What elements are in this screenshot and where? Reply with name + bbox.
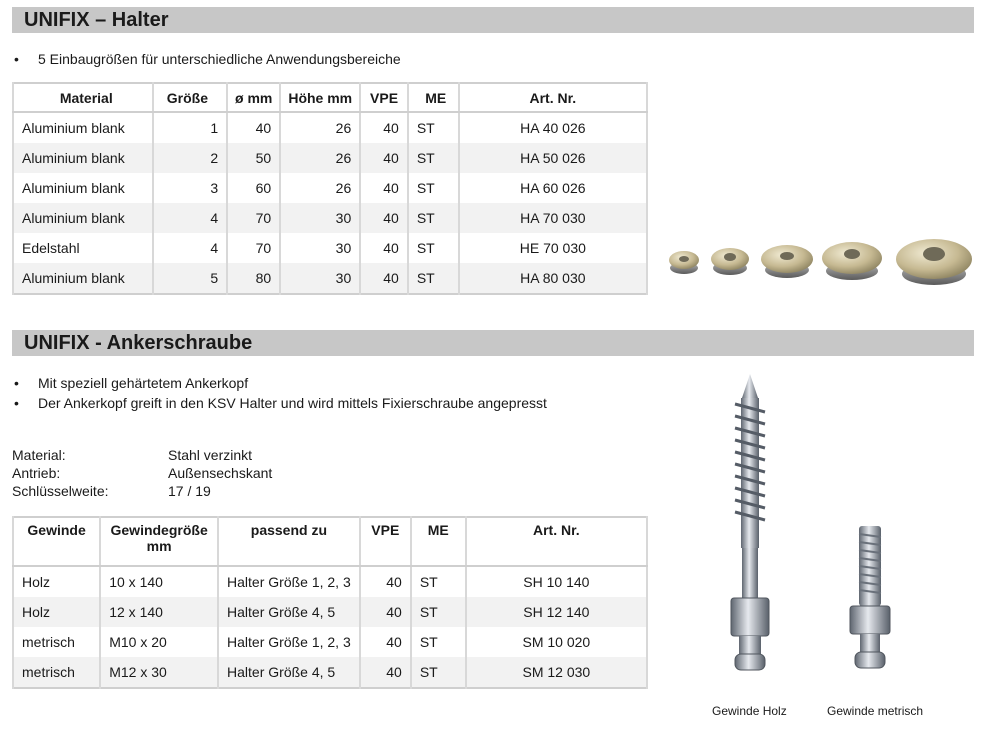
col-header-vpe: VPE (360, 517, 411, 566)
holz-screw-photo (715, 372, 785, 682)
halter-size-2 (711, 248, 749, 275)
cell-hoehe: 26 (280, 112, 360, 143)
cell-material: Aluminium blank (13, 173, 153, 203)
cell-material: Aluminium blank (13, 143, 153, 173)
cell-groesse: 1 (153, 112, 228, 143)
cell-durchmesser: 70 (227, 203, 280, 233)
cell-vpe: 40 (360, 566, 411, 597)
cell-hoehe: 26 (280, 173, 360, 203)
cell-passend-zu: Halter Größe 4, 5 (218, 657, 360, 688)
section-title-ankerschraube: UNIFIX - Ankerschraube (12, 330, 974, 356)
col-header-gewinde: Gewinde (13, 517, 100, 566)
table-row (13, 657, 647, 688)
cell-vpe: 40 (360, 597, 411, 627)
cell-artnr: HA 50 026 (459, 143, 647, 173)
cell-artnr: HA 70 030 (459, 203, 647, 233)
cell-vpe: 40 (360, 627, 411, 657)
cell-me: ST (411, 566, 466, 597)
table-row (13, 566, 647, 597)
col-header-groesse: Größe (153, 83, 228, 112)
cell-vpe: 40 (360, 112, 408, 143)
col-header-hoehe: Höhe mm (280, 83, 360, 112)
cell-artnr: HA 40 026 (459, 112, 647, 143)
cell-material: Aluminium blank (13, 263, 153, 294)
cell-me: ST (408, 233, 459, 263)
cell-gewinde: metrisch (13, 627, 100, 657)
cell-material: Aluminium blank (13, 112, 153, 143)
cell-me: ST (411, 597, 466, 627)
cell-groesse: 4 (153, 203, 228, 233)
anker-bullet: • Mit speziell gehärtetem Ankerkopf (12, 373, 547, 393)
halter-size-5 (896, 239, 972, 285)
cell-durchmesser: 60 (227, 173, 280, 203)
cell-groesse: 4 (153, 233, 228, 263)
col-header-material: Material (13, 83, 153, 112)
cell-me: ST (408, 143, 459, 173)
cell-gewinde: metrisch (13, 657, 100, 688)
cell-gewindegroesse: 10 x 140 (100, 566, 218, 597)
section-title-halter: UNIFIX – Halter (12, 7, 974, 33)
cell-vpe: 40 (360, 203, 408, 233)
table-row (13, 263, 647, 294)
cell-vpe: 40 (360, 233, 408, 263)
table-row (13, 143, 647, 173)
anker-bullet: • Der Ankerkopf greift in den KSV Halter und wird mittels Fixierschraube angepresst (12, 393, 547, 413)
col-header-artnr: Art. Nr. (466, 517, 647, 566)
cell-me: ST (411, 627, 466, 657)
spec-value: Stahl verzinkt (168, 447, 253, 463)
table-row (13, 203, 647, 233)
spec-value: Außensechskant (168, 465, 273, 481)
cell-passend-zu: Halter Größe 1, 2, 3 (218, 627, 360, 657)
table-row (13, 597, 647, 627)
cell-me: ST (408, 263, 459, 294)
col-header-me: ME (408, 83, 459, 112)
cell-material: Aluminium blank (13, 203, 153, 233)
col-header-vpe: VPE (360, 83, 408, 112)
cell-passend-zu: Halter Größe 4, 5 (218, 597, 360, 627)
cell-durchmesser: 80 (227, 263, 280, 294)
cell-artnr: SH 12 140 (466, 597, 647, 627)
cell-me: ST (408, 173, 459, 203)
spec-label: Schlüsselweite: (12, 483, 109, 499)
cell-vpe: 40 (360, 263, 408, 294)
cell-hoehe: 30 (280, 203, 360, 233)
cell-vpe: 40 (360, 173, 408, 203)
halter-size-3 (761, 245, 813, 278)
cell-me: ST (408, 203, 459, 233)
cell-hoehe: 30 (280, 263, 360, 294)
halter-product-photo (664, 226, 980, 296)
cell-gewindegroesse: M12 x 30 (100, 657, 218, 688)
cell-gewindegroesse: 12 x 140 (100, 597, 218, 627)
caption-gewinde-metrisch: Gewinde metrisch (827, 704, 924, 718)
halter-table (12, 82, 648, 295)
cell-gewinde: Holz (13, 566, 100, 597)
cell-gewinde: Holz (13, 597, 100, 627)
table-row (13, 233, 647, 263)
cell-durchmesser: 40 (227, 112, 280, 143)
anker-bullet-list (12, 373, 547, 413)
caption-gewinde-holz: Gewinde Holz (712, 704, 787, 718)
table-row (13, 627, 647, 657)
cell-hoehe: 26 (280, 143, 360, 173)
cell-gewindegroesse: M10 x 20 (100, 627, 218, 657)
cell-material: Edelstahl (13, 233, 153, 263)
cell-durchmesser: 50 (227, 143, 280, 173)
cell-durchmesser: 70 (227, 233, 280, 263)
cell-artnr: SM 12 030 (466, 657, 647, 688)
col-header-passend-zu: passend zu (218, 517, 360, 566)
col-header-gewindegroesse: Gewindegröße mm (100, 517, 218, 566)
cell-passend-zu: Halter Größe 1, 2, 3 (218, 566, 360, 597)
cell-artnr: SM 10 020 (466, 627, 647, 657)
cell-vpe: 40 (360, 657, 411, 688)
metrisch-screw-photo (840, 520, 900, 680)
cell-artnr: SH 10 140 (466, 566, 647, 597)
cell-me: ST (411, 657, 466, 688)
cell-artnr: HA 60 026 (459, 173, 647, 203)
halter-bullet: • 5 Einbaugrößen für unterschiedliche Anwendungsbereiche (12, 49, 401, 69)
col-header-artnr: Art. Nr. (459, 83, 647, 112)
cell-groesse: 2 (153, 143, 228, 173)
halter-bullet-list (12, 49, 401, 69)
cell-groesse: 5 (153, 263, 228, 294)
table-row (13, 173, 647, 203)
ankerschraube-table (12, 516, 648, 689)
cell-groesse: 3 (153, 173, 228, 203)
cell-vpe: 40 (360, 143, 408, 173)
halter-size-1 (669, 251, 699, 274)
cell-me: ST (408, 112, 459, 143)
col-header-me: ME (411, 517, 466, 566)
halter-size-4 (822, 242, 882, 280)
cell-hoehe: 30 (280, 233, 360, 263)
table-row (13, 112, 647, 143)
cell-artnr: HE 70 030 (459, 233, 647, 263)
spec-label: Material: (12, 447, 66, 463)
cell-artnr: HA 80 030 (459, 263, 647, 294)
spec-value: 17 / 19 (168, 483, 211, 499)
col-header-durchmesser: ø mm (227, 83, 280, 112)
spec-label: Antrieb: (12, 465, 61, 481)
